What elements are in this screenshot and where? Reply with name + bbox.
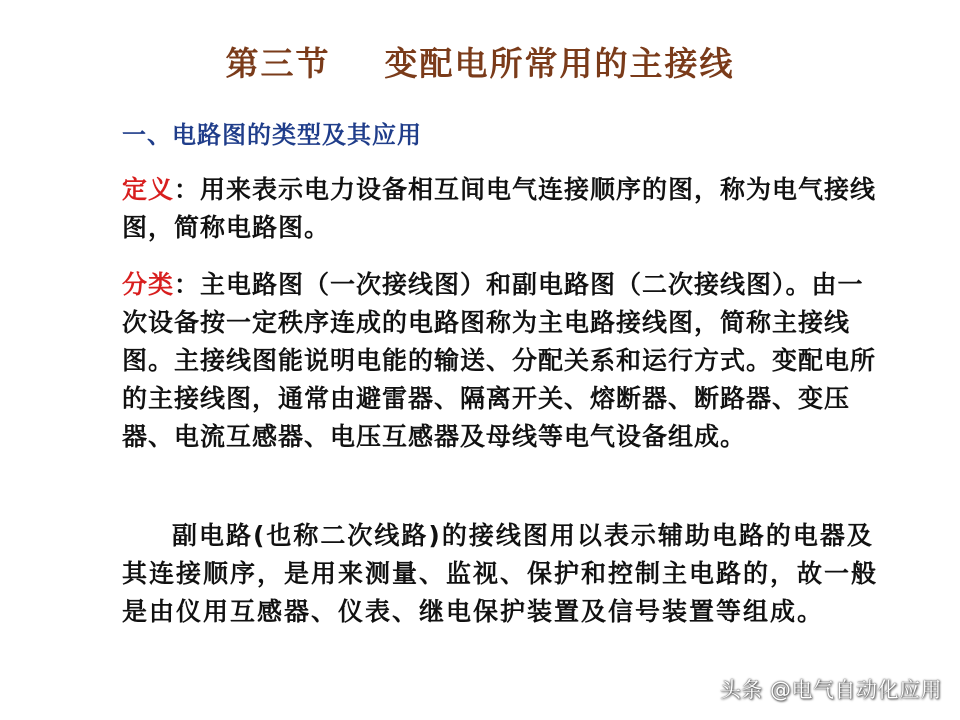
watermark: 头条 @电气自动化应用 <box>719 678 942 702</box>
secondary-circuit-paragraph: 副电路(也称二次线路)的接线图用以表示辅助电路的电器及其连接顺序，是用来测量、监视、保护和控制主电路的，故一般是由仪用互感器、仪表、继电保护装置及信号装置等组成。 <box>122 521 879 626</box>
slide-title: 第三节 变配电所常用的主接线 <box>225 44 735 83</box>
classification-label: 分类 <box>122 270 175 299</box>
definition-paragraph <box>122 171 882 247</box>
classification-separator: ： <box>174 270 201 299</box>
definition-text: 用来表示电力设备相互间电气连接顺序的图，称为电气接线图，简称电路图。 <box>122 175 877 242</box>
section-heading: 一、电路图的类型及其应用 <box>122 121 422 149</box>
definition-separator: ： <box>174 175 201 204</box>
classification-text: 主电路图（一次接线图）和副电路图（二次接线图）。由一次设备按一定秩序连成的电路图称为主电路接线图，简称主接线图。主接线图能说明电能的输送、分配关系和运行方式。变配电所的主接线图，通常由避雷器、隔离开关、熔断器、断路器、变压器、电流互感器、电压互感器及母线等电气设备组成。 <box>122 270 877 451</box>
definition-label: 定义 <box>122 175 175 204</box>
classification-paragraph <box>122 266 882 456</box>
